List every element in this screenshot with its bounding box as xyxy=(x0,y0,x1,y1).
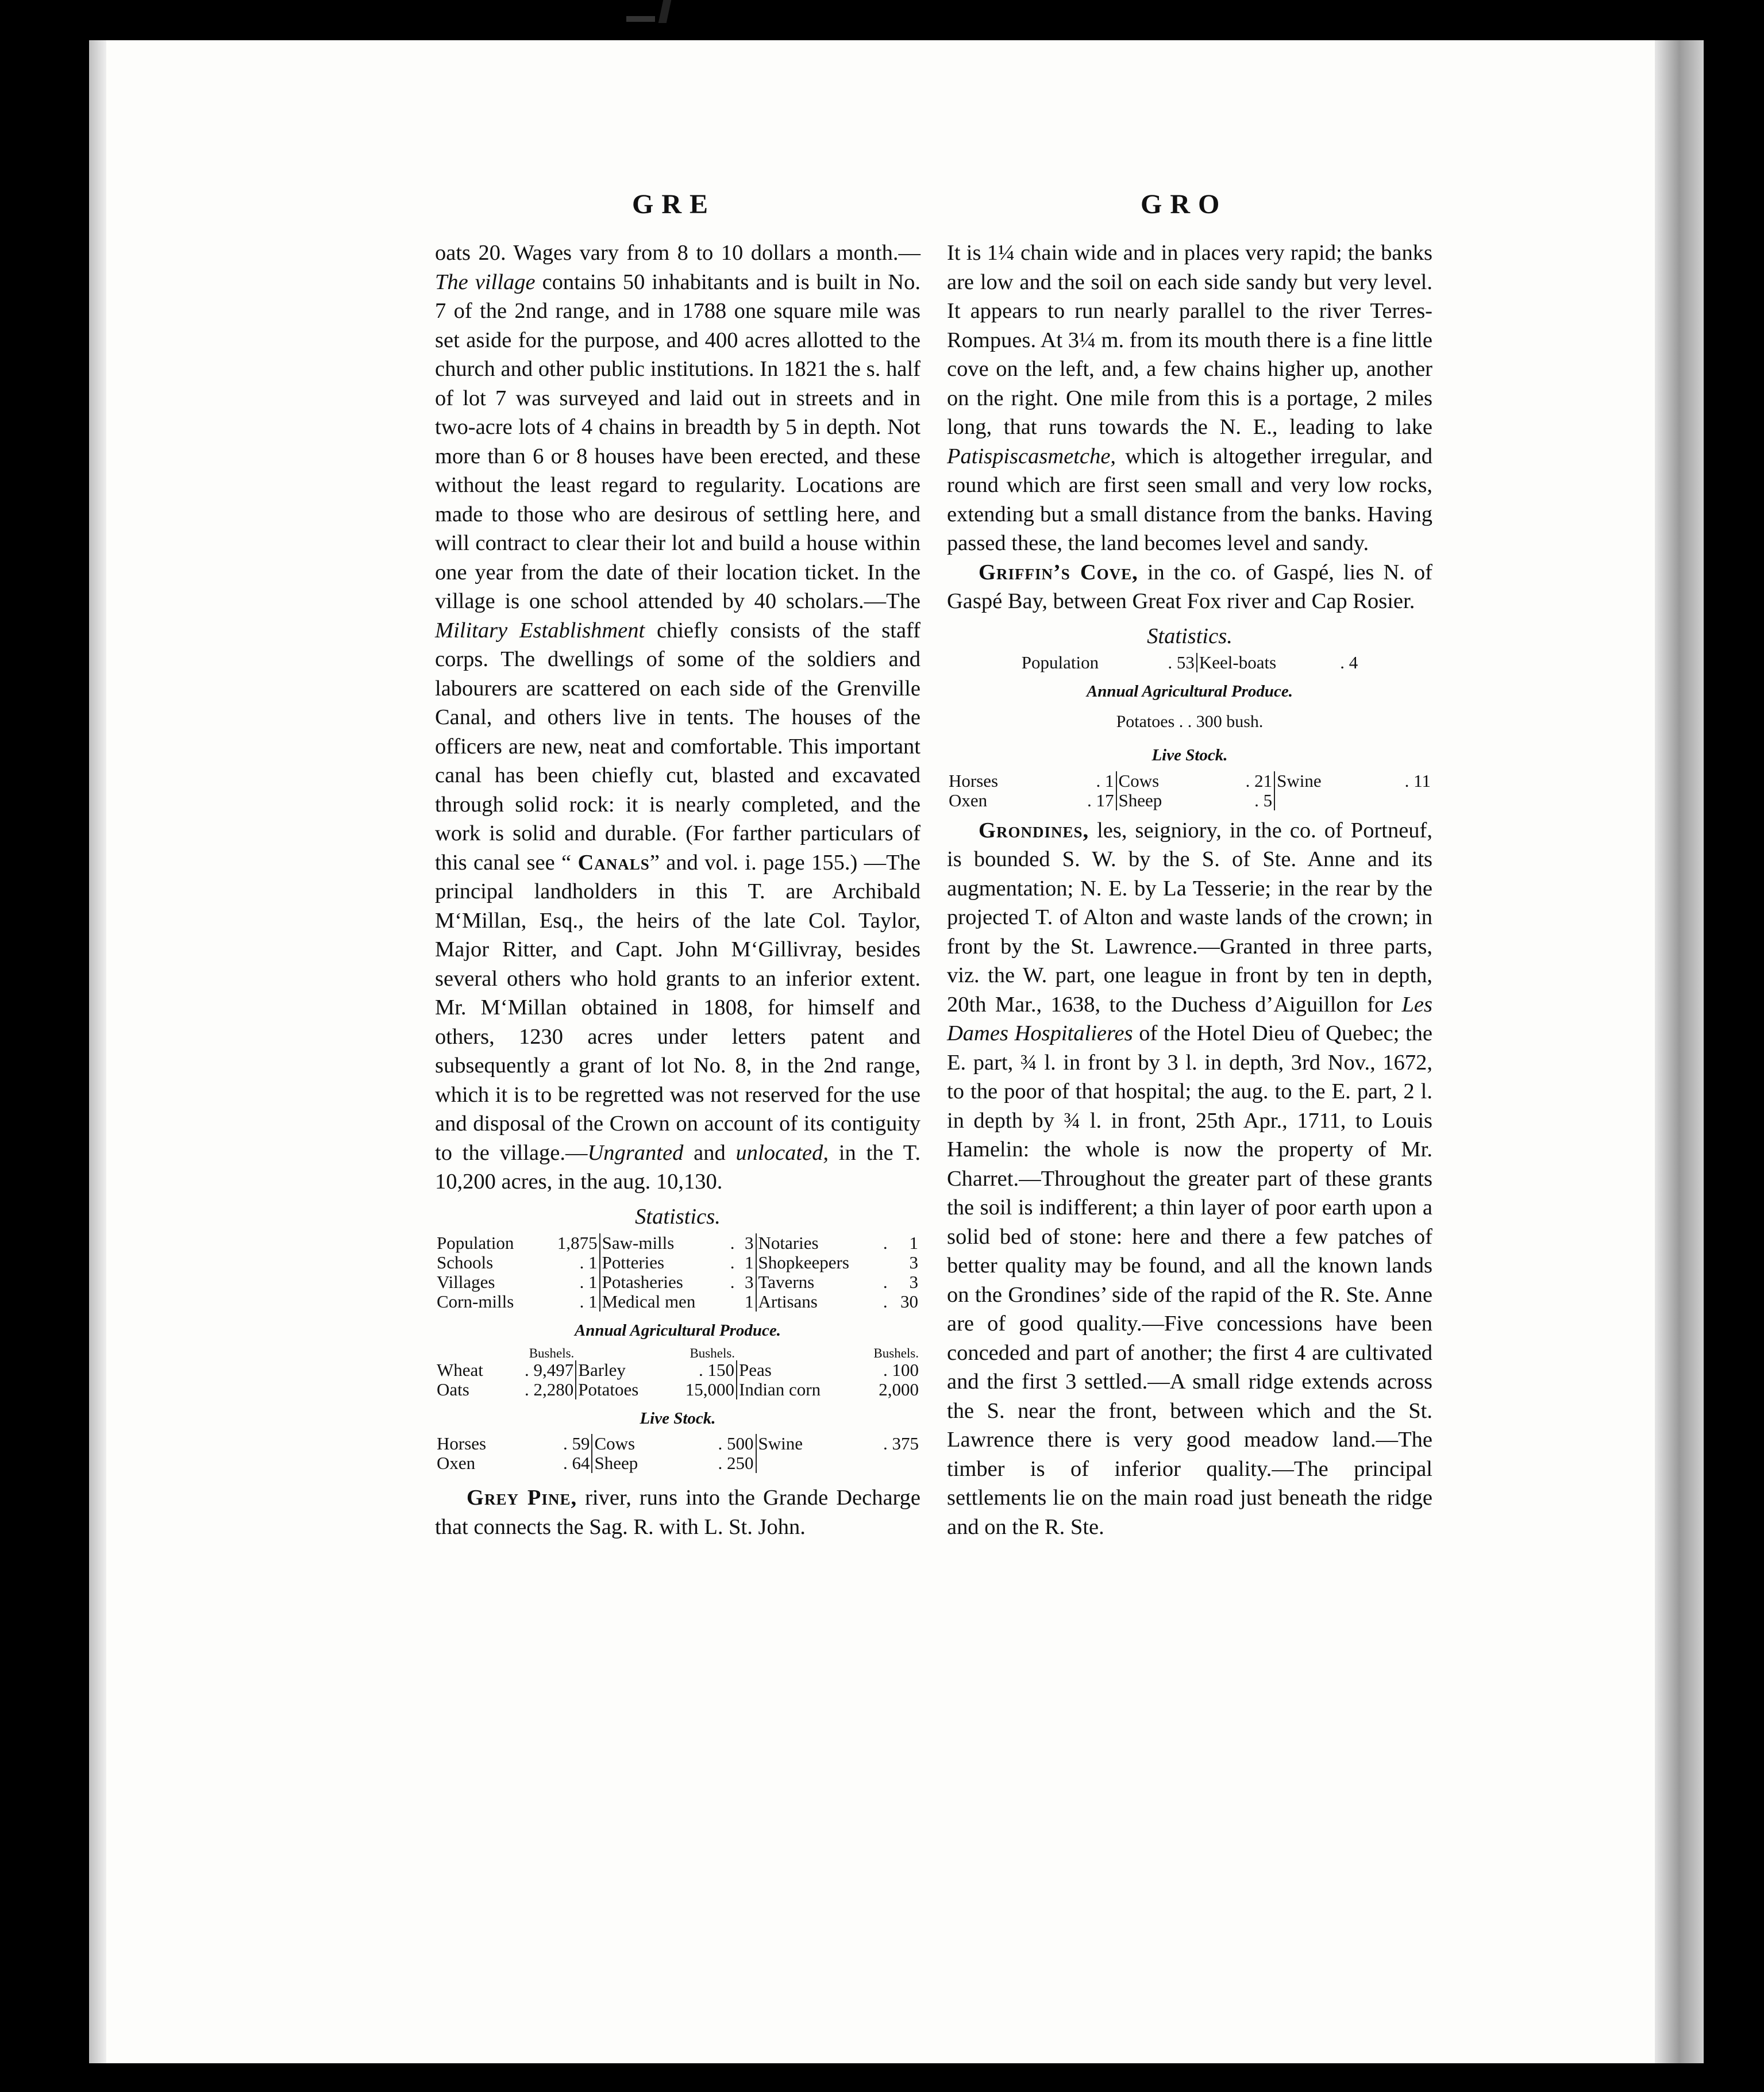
unit-label: Bushels. xyxy=(690,1345,735,1360)
table-row xyxy=(435,1360,920,1380)
table-cell: . 21 xyxy=(1212,771,1274,791)
table-cell: . 64 xyxy=(534,1453,592,1473)
table-cell: . 250 xyxy=(681,1453,756,1473)
paragraph-river-continued xyxy=(947,239,1432,558)
table-cell: . 4 xyxy=(1340,652,1358,672)
table-cell: . 1 xyxy=(541,1253,599,1272)
small-caps-run: Canals xyxy=(577,850,650,875)
table-cell: Sheep xyxy=(594,1453,638,1473)
table-cell: Potasheries xyxy=(602,1272,683,1292)
table-cell: Keel-boats xyxy=(1199,652,1277,672)
table-header-row xyxy=(435,1347,920,1360)
unit-label: Bushels. xyxy=(873,1345,919,1360)
table-cell: Wheat xyxy=(437,1359,483,1380)
running-head-right: GRO xyxy=(1141,189,1228,220)
table-cell: . 500 xyxy=(681,1434,756,1453)
next-page-edge xyxy=(1655,40,1704,2063)
table-cell: Potatoes xyxy=(578,1379,639,1399)
table-cell: . 17 xyxy=(1054,791,1116,810)
page-gutter-shadow xyxy=(89,40,106,2063)
right-column xyxy=(947,239,1432,1541)
table-cell xyxy=(729,1292,739,1312)
table-cell: . xyxy=(730,1272,735,1292)
table-row xyxy=(435,1453,920,1473)
table-cell: 1,875 xyxy=(541,1233,599,1253)
table-cell: . 150 xyxy=(664,1360,737,1380)
entry-headword: Grey Pine, xyxy=(467,1486,577,1510)
table-cell xyxy=(881,1253,892,1272)
table-cell: . 100 xyxy=(883,1359,919,1380)
table-cell xyxy=(756,1453,848,1473)
text-run: and xyxy=(683,1140,736,1165)
produce-title: Annual Agricultural Produce. xyxy=(574,1321,781,1340)
top-tick-mark xyxy=(658,0,672,23)
table-cell: Oats xyxy=(437,1379,469,1399)
table-cell: . 59 xyxy=(534,1434,592,1453)
table-cell: . 53 xyxy=(1148,653,1197,672)
livestock-title: Live Stock. xyxy=(1151,746,1228,764)
statistics-table xyxy=(435,1233,920,1312)
table-cell: . xyxy=(883,1233,888,1253)
table-cell: . xyxy=(883,1291,888,1312)
table-cell: . xyxy=(730,1252,735,1272)
table-row xyxy=(435,1434,920,1453)
italic-run: Military Establishment xyxy=(435,618,645,643)
produce-title: Annual Agricultural Produce. xyxy=(1086,682,1293,701)
table-cell: Sheep xyxy=(1118,790,1162,810)
table-cell: 3 xyxy=(739,1233,756,1253)
italic-run: Patispiscasmetche, xyxy=(947,444,1116,468)
table-row xyxy=(435,1380,920,1399)
text-run: river, runs into the Grande Decharge that connects the Sag. R. with L. St. John. xyxy=(435,1486,921,1539)
text-run: It is 1¼ chain wide and in places very rapid; the banks are low and the soil on each side sandy but very level. It appears to run nearly parallel to the river Terres-Rompues. At 3¼ m. from its mouth there is a fine little cove on the left, and, a few chains higher up, another on the right. One mile from this is a portage, 2 miles long, that runs towards the N. E., leading to lake xyxy=(947,241,1432,439)
paragraph-village xyxy=(435,239,920,1197)
table-cell: . 5 xyxy=(1212,791,1274,810)
livestock-table xyxy=(435,1434,920,1473)
table-cell: . 1 xyxy=(1054,771,1116,791)
table-cell: . 9,497 xyxy=(503,1360,576,1380)
table-cell: . xyxy=(730,1233,735,1253)
table-cell: Taverns xyxy=(758,1272,815,1292)
text-run: oats 20. Wages vary from 8 to 10 dollars a month.— xyxy=(435,241,920,265)
table-row xyxy=(435,1233,920,1253)
unit-label: Bushels. xyxy=(529,1345,575,1360)
table-cell: 1 xyxy=(739,1292,756,1312)
statistics-title: Statistics. xyxy=(1147,624,1233,648)
table-cell: Artisans xyxy=(758,1291,818,1312)
table-cell: 1 xyxy=(739,1253,756,1272)
text-run: chiefly consists of the staff corps. The dwellings of some of the soldiers and labourers are scattered on each side of the Grenville Canal, and others live in tents. The houses of the officers are new, neat and comfortable. This important canal has been chiefly cut, blasted and excavated through solid rock: it is nearly completed, and the work is solid and durable. (For farther particulars of this canal see “ xyxy=(435,618,921,875)
italic-run: The village xyxy=(435,270,536,294)
livestock-title: Live Stock. xyxy=(640,1409,716,1428)
table-cell: Oxen xyxy=(437,1453,476,1473)
table-row xyxy=(947,771,1432,791)
text-run: which is altogether irregular, and round which are first seen small and very low rocks, extending but a small distance from the banks. Having passed these, the land becomes level and sandy. xyxy=(947,444,1432,555)
text-run: ” and vol. i. page 155.) —The principal landholders in this T. are Archibald M‘Millan, Esq., the heirs of the late Col. Taylor, Major Ritter, and Capt. John M‘Gillivray, besides several others who hold grants to an inferior extent. Mr. M‘Millan obtained in 1808, for himself and others, 1230 acres under letters patent and subsequently a grant of lot No. 8, in the 2nd range, which it is to be regretted was not reserved for the use and disposal of the Crown on account of its contiguity to the village.— xyxy=(435,850,920,1165)
table-cell: . 2,280 xyxy=(503,1380,576,1399)
table-cell: 3 xyxy=(739,1272,756,1292)
table-cell: Schools xyxy=(437,1252,494,1272)
table-cell: Swine xyxy=(1277,770,1322,791)
statistics-table xyxy=(1020,653,1360,672)
table-cell: Population xyxy=(1021,652,1099,672)
table-cell: Indian corn xyxy=(739,1379,821,1399)
table-cell: Oxen xyxy=(949,790,988,810)
top-smudge-mark xyxy=(626,16,655,22)
table-cell: Cows xyxy=(594,1433,635,1453)
table-cell: . 1 xyxy=(541,1272,599,1292)
produce-line: Potatoes . . 300 bush. xyxy=(1116,712,1264,731)
table-row xyxy=(435,1292,920,1312)
table-cell xyxy=(847,1453,920,1473)
table-cell: 15,000 xyxy=(664,1380,737,1399)
table-cell: Cows xyxy=(1118,770,1160,791)
entry-grey-pine xyxy=(435,1483,920,1541)
table-cell: Horses xyxy=(949,770,999,791)
table-cell: Swine xyxy=(758,1433,803,1453)
table-cell: 30 xyxy=(900,1291,918,1312)
table-row xyxy=(435,1253,920,1272)
table-cell xyxy=(1373,791,1432,810)
left-column xyxy=(435,239,920,1541)
table-cell: 2,000 xyxy=(879,1379,919,1399)
table-cell: 3 xyxy=(909,1272,918,1292)
table-cell: Shopkeepers xyxy=(758,1252,849,1272)
table-cell: . 375 xyxy=(883,1433,919,1453)
text-run: contains 50 inhabitants and is built in No. 7 of the 2nd range, and in 1788 one square mile was set aside for the purpose, and 400 acres allotted to the church and other public institutions. In 1821 the s. half of lot 7 was surveyed and laid out in streets and in two-acre lots of 4 chains in breadth by 5 in depth. Not more than 6 or 8 houses have been erected, and these without the least regard to regularity. Locations are made to those who are desirous of settling here, and will contract to clear their lot and build a house within one year from the date of their location ticket. In the village is one school attended by 40 scholars.—The xyxy=(435,270,920,613)
table-cell: Horses xyxy=(437,1433,487,1453)
italic-run: Ungranted xyxy=(587,1140,684,1165)
text-run: in the co. of Gaspé, lies N. of Gaspé Bay, between Great Fox river and Cap Rosier. xyxy=(947,560,1432,613)
table-cell: Potteries xyxy=(602,1252,665,1272)
table-cell: Notaries xyxy=(758,1233,819,1253)
table-cell: 1 xyxy=(909,1233,918,1253)
table-cell: Population xyxy=(437,1233,514,1253)
table-row xyxy=(947,791,1432,810)
statistics-title: Statistics. xyxy=(635,1204,721,1229)
entry-grondines xyxy=(947,816,1432,1542)
table-cell: 3 xyxy=(909,1252,918,1272)
table-cell: . 11 xyxy=(1404,770,1431,791)
text-run: in the T. 10,200 acres, in the aug. 10,130. xyxy=(435,1140,921,1194)
italic-run: Les Dames Hospitalieres xyxy=(947,992,1432,1045)
table-cell: Villages xyxy=(437,1272,495,1292)
table-cell xyxy=(1274,791,1373,810)
table-cell: Barley xyxy=(578,1359,626,1380)
entry-headword: Grondines, xyxy=(979,818,1089,843)
text-run: les, seigniory, in the co. of Portneuf, is bounded S. W. by the S. of Ste. Anne and its augmentation; N. E. by La Tesserie; in the rear by the projected T. of Alton and waste lands of the crown; in front by the St. Lawrence.—Granted in three parts, viz. the W. part, one league in front by ten in depth, 20th Mar., 1638, to the Duchess d’Aiguillon for xyxy=(947,818,1432,1017)
table-cell: Saw-mills xyxy=(602,1233,675,1253)
table-row xyxy=(435,1272,920,1292)
running-head-left: GRE xyxy=(632,189,717,220)
table-cell: Medical men xyxy=(602,1291,696,1312)
livestock-table xyxy=(947,771,1432,810)
entry-headword: Griffin’s Cove, xyxy=(979,560,1138,584)
table-cell: Corn-mills xyxy=(437,1291,514,1312)
table-cell: . xyxy=(883,1272,888,1292)
entry-griffins-cove xyxy=(947,558,1432,616)
table-cell: . 1 xyxy=(541,1292,599,1312)
text-run: of the Hotel Dieu of Quebec; the E. part, ¾ l. in front by 3 l. in depth, 3rd Nov., 1672, to the poor of that hospital; the aug. to the E. part, 2 l. in depth by ¾ l. in front, 25th Apr., 1711, to Louis Hamelin: the whole is now the property of Mr. Charret.—Throughout the greater part of these grants the soil is indifferent; a thin layer of poor earth upon a solid bed of stone: here and there a few patches of better quality may be found, and all the known lands on the Grondines’ side of the rapid of the R. Ste. Anne are of good quality.—Five concessions have been conceded and part of another; the first 4 are cultivated and the first 3 settled.—A small ridge extends across the S. near the front, between which and the St. Lawrence there is very good meadow land.—The timber is of inferior quality.—The principal settlements lie on the main road just beneath the ridge and on the R. Ste. xyxy=(947,1021,1432,1539)
table-row xyxy=(1020,653,1360,672)
italic-run: unlocated, xyxy=(735,1140,829,1165)
produce-table xyxy=(435,1347,920,1399)
table-cell: Peas xyxy=(739,1359,772,1380)
